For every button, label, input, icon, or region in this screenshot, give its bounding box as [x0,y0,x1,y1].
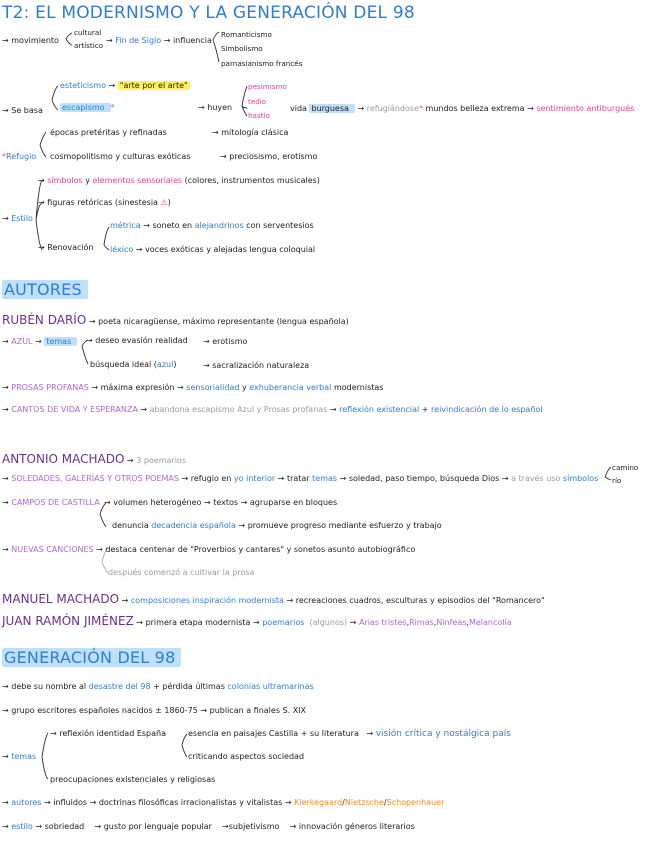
parnasianismo: parnasianismo francés [221,59,303,68]
melancolia: Melancolía [468,618,512,627]
dario-row: RUBÉN DARÍO → poeta nicaragüense, máximo representante (lengua española) [2,313,349,327]
desastre: desastre del 98 [88,682,151,691]
ninfeas: Ninfeas [436,618,467,627]
modernistas: modernistas [333,383,384,392]
influidos: influidos [53,798,88,807]
primera-etapa: primera etapa modernista [145,618,251,627]
prosas-row: → PROSAS PROFANAS → máxima expresión → sensorialidad y exhuberancia verbal modernistas [2,383,384,392]
se-basa-label: Se basa [11,106,43,115]
slash-1: / [342,798,345,807]
sentimiento-antiburgues: sentimiento antiburgués [536,104,635,113]
volumen-row: → volumen heterogéneo → textos → agruparse en bloques [104,498,338,507]
and-word-2: y [241,383,247,392]
hastio: hastío [248,111,270,120]
soledad-paso: soledad, paso tiempo, búsqueda Dios [348,474,500,483]
metrica: métrica [110,221,141,230]
decadencia: decadencia española [151,521,236,530]
manuel-name: MANUEL MACHADO [2,592,120,606]
vision-critica: visión crítica y nostálgica país [375,729,511,739]
escapismo: escapismo [60,103,111,112]
reflexion-identidad: reflexión identidad España [59,729,166,738]
movimiento-row: → movimiento [2,36,59,45]
sep-2: , [433,618,437,627]
voces: voces exóticas y alejadas lengua coloquial [145,245,316,254]
tratar: tratar [286,474,310,483]
nuevas-canciones: NUEVAS CANCIONES [11,545,94,554]
volumen: volumen heterogéneo [113,498,202,507]
simbolos-row: → símbolos y elementos sensoriales (colores, instrumentos musicales) [38,176,320,185]
cantos: CANTOS DE VIDA Y ESPERANZA [11,405,138,414]
busqueda-row [90,360,176,370]
promueve: promueve progreso mediante esfuerzo y trabajo [247,521,442,530]
mitologia: mitología clásica [221,128,289,137]
doctrinas: doctrinas filosóficas irracionalistas y vitalistas [98,798,283,807]
denuncia-row: denuncia decadencia española → promueve progreso mediante esfuerzo y trabajo [112,521,442,530]
g98-temas-row: → temas [2,752,37,761]
destaca: destaca centenar de "Proverbios y cantares" y sonetos asunto autobiográfico [105,545,416,554]
figuras-retoricas: figuras retóricas (sinestesia [47,198,158,207]
autores-heading [2,280,88,300]
lexico: léxico [110,245,134,254]
maxima: máxima expresión [100,383,175,392]
vida-burguesa-row: vida burguesa → refugiándose* mundos belleza extrema → sentimiento antiburgués [290,104,635,113]
machado-temas: temas [312,474,338,483]
erotismo-row: → erotismo [203,337,248,346]
campos-row: → CAMPOS DE CASTILLA [2,498,100,507]
abandona: abandona escapismo Azul y Prosas profanas [149,405,328,414]
campos-castilla: CAMPOS DE CASTILLA [11,498,100,507]
esteticismo-row: esteticismo → "arte por el arte" [60,81,188,90]
serventesios: con serventesios [246,221,314,230]
simbolos: símbolos [47,176,83,185]
sep-3: , [466,618,469,627]
huyen-label: huyen [207,103,233,112]
debe-row: → debe su nombre al desastre del 98 + pérdida últimas colonias ultramarinas [2,682,314,691]
algunos: (algunos) [309,618,348,627]
deseo: deseo evasión realidad [95,336,188,345]
gusto: gusto por lenguaje popular [103,822,212,831]
grupo: grupo escritores españoles nacidos ± 1860-75 [11,706,198,715]
reflexion-row: → reflexión identidad España [50,729,166,738]
jimenez-name: JUAN RAMÓN JIMÉNEZ [2,614,134,628]
busqueda: búsqueda ideal ( [90,360,157,369]
influencia-label: influencia [172,36,212,45]
cultural-label: cultural [74,28,102,37]
innovacion: innovación géneros literarios [298,822,415,831]
figuras-row: → figuras retóricas (sinestesia ⚠) [38,198,171,207]
cosmopolitismo: cosmopolitismo y culturas exóticas [50,152,191,161]
soneto: soneto en [152,221,193,230]
a-traves: a través uso [511,474,561,483]
romanticismo: Romanticismo [221,30,272,39]
metrica-row: métrica → soneto en alejandrinos con serventesios [110,221,314,230]
refugiandose: refugiándose [366,104,419,113]
cantos-row: → CANTOS DE VIDA Y ESPERANZA → abandona escapismo Azul y Prosas profanas → reflexión existencial + reivindicación de lo español [2,405,543,414]
burguesa: burguesa [309,104,354,113]
yo-interior: yo interior [233,474,276,483]
rimas: Rimas [409,618,434,627]
nietzsche: Nietzsche [344,798,384,807]
esencia: esencia en paisajes Castilla + su literatura [188,729,359,738]
preciosismo: preciosismo, erotismo [229,152,318,161]
alejandrinos: alejandrinos [194,221,244,230]
vida: vida [290,104,307,113]
soledades: SOLEDADES, GALERÍAS Y OTROS POEMAS [11,474,179,483]
arias-tristes: Arias tristes [358,618,407,627]
huyen-row: → huyen [198,103,233,112]
warning-icon: ⚠ [160,198,168,207]
estilo-label: Estilo [11,214,33,223]
tedio: tedio [248,97,267,106]
machado-poemarios: 3 poemarios [136,456,186,465]
azul-title: AZUL [11,337,33,346]
preocupaciones: preocupaciones existenciales y religiosas [50,775,216,784]
g98-estilo-row: → estilo → sobriedad → gusto por lenguaje popular →subjetivismo → innovación géneros literarios [2,822,415,831]
agruparse: agruparse en bloques [249,498,338,507]
renovacion: Renovación [47,243,94,252]
g98-temas: temas [11,752,37,761]
sobriedad: sobriedad [44,822,85,831]
erotismo: erotismo [212,337,248,346]
epocas: épocas pretéritas y refinadas [50,128,167,137]
camino: camino [612,463,639,472]
esteticismo: esteticismo [60,81,106,90]
denuncia: denuncia [112,521,149,530]
busqueda-end: ) [173,360,177,369]
fin-de-siglo-row: → Fin de Siglo → influencia [106,36,212,45]
prosas-profanas: PROSAS PROFANAS [11,383,89,392]
jimenez-poemarios: poemarios [262,618,305,627]
kierkegaard: Kierkegaard [294,798,343,807]
sensorialidad: sensorialidad [186,383,240,392]
artistico-label: artístico [74,41,104,50]
estilo-row: → Estilo [2,214,33,223]
refugio-row: *Refugio [2,152,37,161]
colores: (colores, instrumentos musicales) [184,176,320,185]
renovacion-row: → Renovación [38,243,94,252]
sep-1: , [406,618,410,627]
machado-name: ANTONIO MACHADO [2,452,125,466]
dario-temas: temas [44,337,77,346]
jimenez-row: JUAN RAMÓN JIMÉNEZ → primera etapa modernista → poemarios (algunos) → Arias tristes,Rimas,Ninfeas,Melancolía [2,614,512,628]
g98-heading [2,648,181,668]
refugio-label: Refugio [6,152,37,161]
figuras-end: ) [167,198,171,207]
movimiento-label: movimiento [11,36,59,45]
preciosismo-row: → preciosismo, erotismo [220,152,318,161]
esencia-row: esencia en paisajes Castilla + su literatura → visión crítica y nostálgica país [188,729,511,739]
simbolismo: Simbolismo [221,44,263,53]
soledades-row: → SOLEDADES, GALERÍAS Y OTROS POEMAS → refugio en yo interior → tratar temas → soledad, paso tiempo, búsqueda Dios → a través uso símbolos [2,474,599,483]
azul-row: → AZUL → temas [2,337,77,347]
page-title: T2: EL MODERNISMO Y LA GENERACIÓN DEL 98 [2,3,415,23]
mitologia-row: → mitología clásica [212,128,289,137]
rio: río [612,476,622,485]
se-basa-row: → Se basa [2,106,43,115]
dario-name: RUBÉN DARÍO [2,313,87,327]
arte-por-el-arte: "arte por el arte" [119,81,188,90]
textos: textos [213,498,239,507]
g98-estilo: estilo [11,822,33,831]
perdida: + pérdida últimas [153,682,225,691]
pesimismo: pesimismo [248,82,287,91]
grupo-row: → grupo escritores españoles nacidos ± 1860-75 → publican a finales S. XIX [2,706,307,715]
deseo-row: → deseo evasión realidad [86,336,188,345]
and-word: y [85,176,90,185]
exuberancia: exhuberancia verbal [249,383,332,392]
sacralizacion-row: → sacralización naturaleza [203,361,310,370]
despues: después comenzó a cultivar la prosa [108,568,255,577]
schopenhauer: Schopenhauer [386,798,445,807]
plus-sign: + [421,405,429,414]
manuel-row: MANUEL MACHADO → composiciones inspiración modernista → recreaciones cuadros, esculturas y episodios del "Romancero" [2,592,545,606]
composiciones: composiciones inspiración modernista [130,596,284,605]
criticando: criticando aspectos sociedad [188,752,305,761]
machado-simbolos: símbolos [562,474,599,483]
escapismo-row: escapismo * [62,103,115,112]
sacralizacion: sacralización naturaleza [212,361,310,370]
lexico-row: léxico → voces exóticas y alejadas lengua coloquial [110,245,316,254]
subjetivismo: subjetivismo [228,822,280,831]
mundos-belleza: mundos belleza extrema [425,104,525,113]
publican: publican a finales S. XIX [209,706,307,715]
nuevas-row: → NUEVAS CANCIONES → destaca centenar de "Proverbios y cantares" y sonetos asunto autobiográfico [2,545,416,554]
azul-small: azul [156,360,174,369]
dario-desc: poeta nicaragüense, máximo representante (lengua española) [98,317,349,326]
recreaciones: recreaciones cuadros, esculturas y episodios del "Romancero" [295,596,545,605]
refugio-en: refugio en [190,474,232,483]
fin-de-siglo: Fin de Siglo [115,36,162,45]
reflexion-existencial: reflexión existencial [339,405,420,414]
g98-title: GENERACIÓN DEL 98 [2,648,181,667]
slash-2: / [383,798,387,807]
autores-title: AUTORES [2,280,88,299]
colonias: colonias ultramarinas [227,682,314,691]
elementos-sensoriales: elementos sensoriales [92,176,183,185]
reivindicacion: reivindicación de lo español [431,405,543,414]
g98-autores-row: → autores → influidos → doctrinas filosóficas irracionalistas y vitalistas → Kierkegaard/Nietzsche/Schopenhauer [2,798,445,807]
machado-row: ANTONIO MACHADO → 3 poemarios [2,452,186,466]
debe: debe su nombre al [11,682,87,691]
g98-autores: autores [11,798,42,807]
